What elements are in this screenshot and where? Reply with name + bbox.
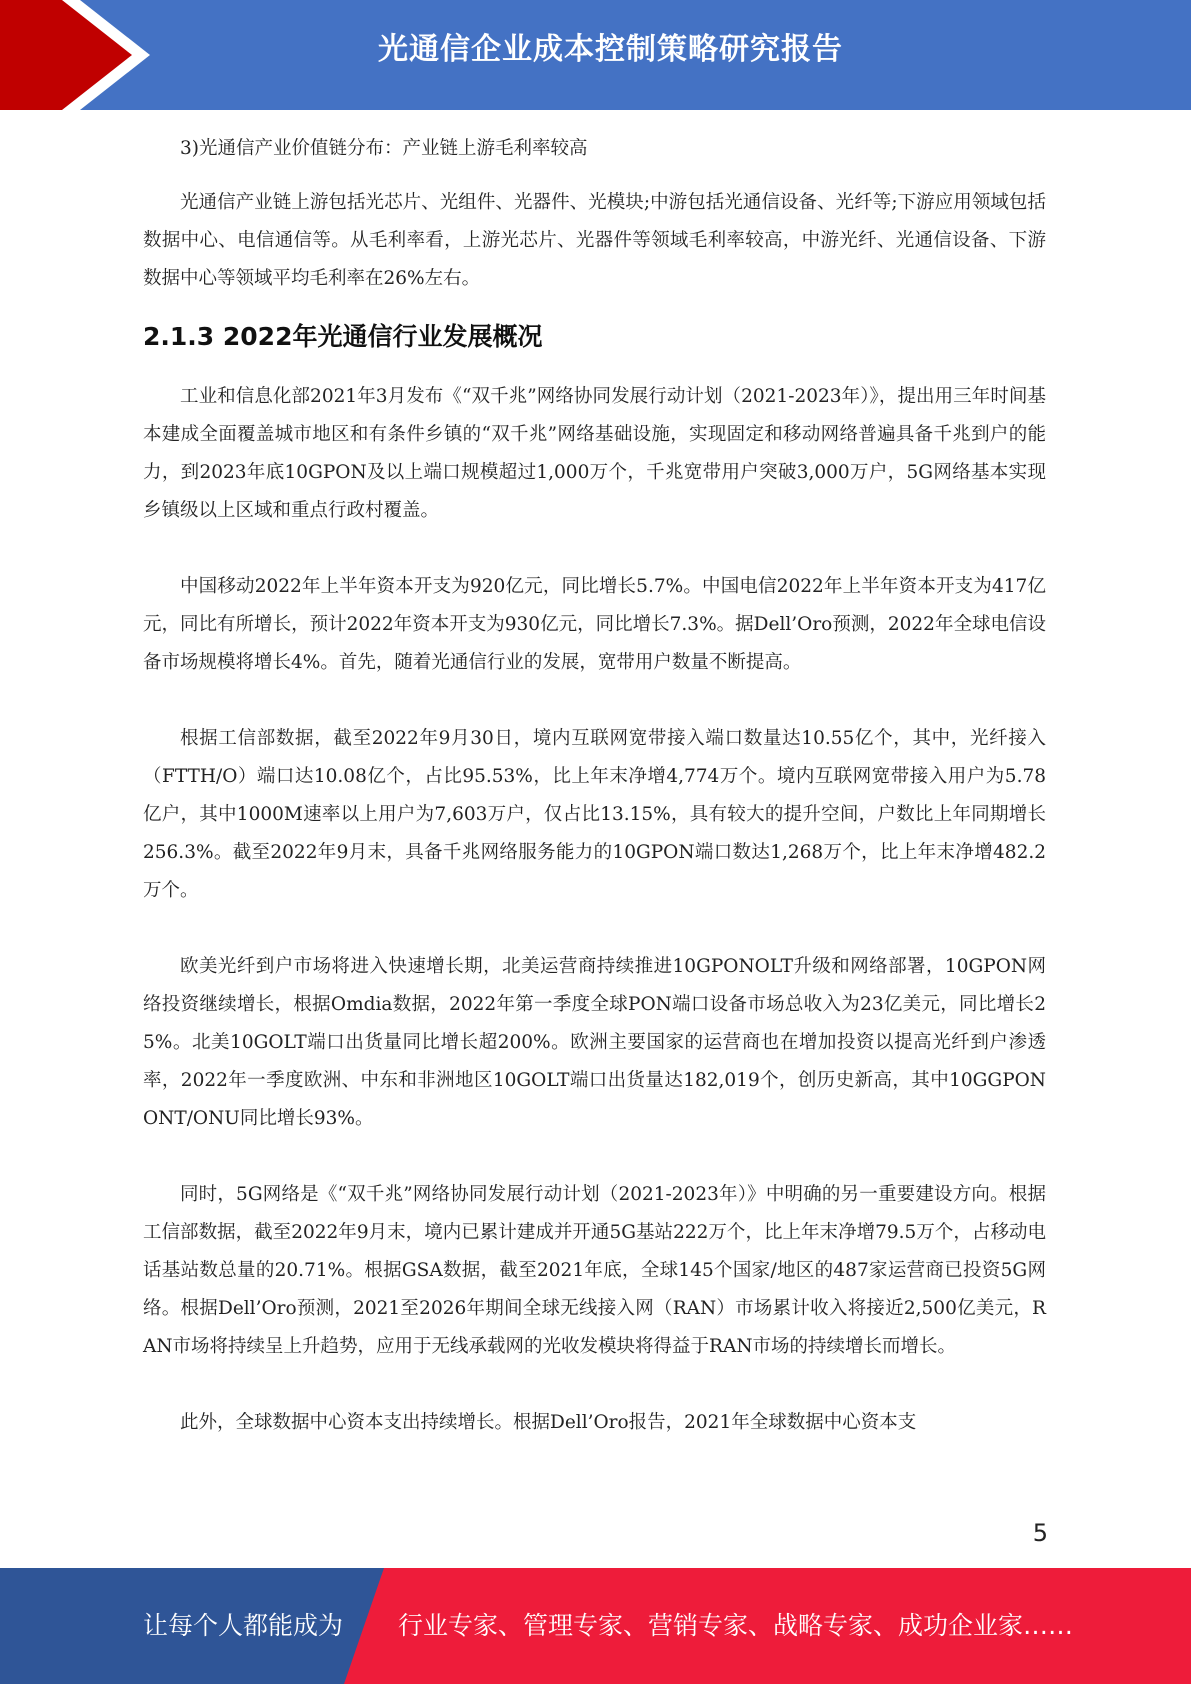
section-title: 2.1.3 2022年光通信行业发展概况 bbox=[143, 322, 543, 351]
paragraph-5: 同时，5G网络是《“双千兆”网络协同发展行动计划（2021-2023年）》中明确的另一重要建设方向。根据工信部数据，截至2022年9月末，境内已累计建成并开通5G基站222万个，比上年末净增79.5万个，占移动电话基站数总量的20.71%。根据GSA数据，截至2021年底，全球145个国家/地区的487家运营商已投资5G网络。根据Dell’Oro预测，2021至2026年期间全球无线接入网（RAN）市场累计收入将接近2,500亿美元，RAN市场将持续呈上升趋势，应用于无线承载网的光收发模块将得益于RAN市场的持续增长而增长。 bbox=[143, 1184, 1046, 1357]
page-number: 5 bbox=[1032, 1519, 1048, 1547]
paragraph-2: 中国移动2022年上半年资本开支为920亿元，同比增长5.7%。中国电信2022年上半年资本开支为417亿元，同比有所增长，预计2022年资本开支为930亿元，同比增长7.3%。据Dell’Oro预测，2022年全球电信设备市场规模将增长4%。首先，随着光通信行业的发展，宽带用户数量不断提高。 bbox=[143, 576, 1046, 673]
intro-paragraph: 光通信产业链上游包括光芯片、光组件、光器件、光模块;中游包括光通信设备、光纤等;下游应用领域包括数据中心、电信通信等。从毛利率看，上游光芯片、光器件等领域毛利率较高，中游光纤、光通信设备、下游数据中心等领域平均毛利率在26%左右。 bbox=[143, 192, 1046, 289]
paragraph-3: 根据工信部数据，截至2022年9月30日，境内互联网宽带接入端口数量达10.55亿个，其中，光纤接入（FTTH/O）端口达10.08亿个，占比95.53%，比上年末净增4,774万个。境内互联网宽带接入用户为5.78亿户，其中1000M速率以上用户为7,603万户，仅占比13.15%，具有较大的提升空间，户数比上年同期增长256.3%。截至2022年9月末，具备千兆网络服务能力的10GPON端口数达1,268万个，比上年末净增482.2万个。 bbox=[143, 728, 1046, 901]
page-header bbox=[0, 0, 1191, 110]
footer-slogan-right: 行业专家、管理专家、营销专家、战略专家、成功企业家…… bbox=[398, 1611, 1074, 1640]
paragraph-1: 工业和信息化部2021年3月发布《“双千兆”网络协同发展行动计划（2021-2023年）》，提出用三年时间基本建成全面覆盖城市地区和有条件乡镇的“双千兆”网络基础设施，实现固定和移动网络普遍具备千兆到户的能力，到2023年底10GPON及以上端口规模超过1,000万个，千兆宽带用户突破3,000万户，5G网络基本实现乡镇级以上区域和重点行政村覆盖。 bbox=[143, 386, 1046, 521]
page-footer bbox=[0, 1568, 1191, 1684]
paragraph-4: 欧美光纤到户市场将进入快速增长期，北美运营商持续推进10GPONOLT升级和网络部署，10GPON网络投资继续增长，根据Omdia数据，2022年第一季度全球PON端口设备市场总收入为23亿美元，同比增长25%。北美10GOLT端口出货量同比增长超200%。欧洲主要国家的运营商也在增加投资以提高光纤到户渗透率，2022年一季度欧洲、中东和非洲地区10GOLT端口出货量达182,019个，创历史新高，其中10GGPONONT/ONU同比增长93%。 bbox=[143, 956, 1046, 1129]
subheading: 3)光通信产业价值链分布：产业链上游毛利率较高 bbox=[180, 138, 588, 159]
paragraph-6: 此外，全球数据中心资本支出持续增长。根据Dell’Oro报告，2021年全球数据中心资本支 bbox=[180, 1412, 917, 1433]
footer-slogan-left: 让每个人都能成为 bbox=[143, 1611, 344, 1640]
header-title: 光通信企业成本控制策略研究报告 bbox=[378, 32, 843, 67]
document-body bbox=[143, 130, 1046, 1442]
